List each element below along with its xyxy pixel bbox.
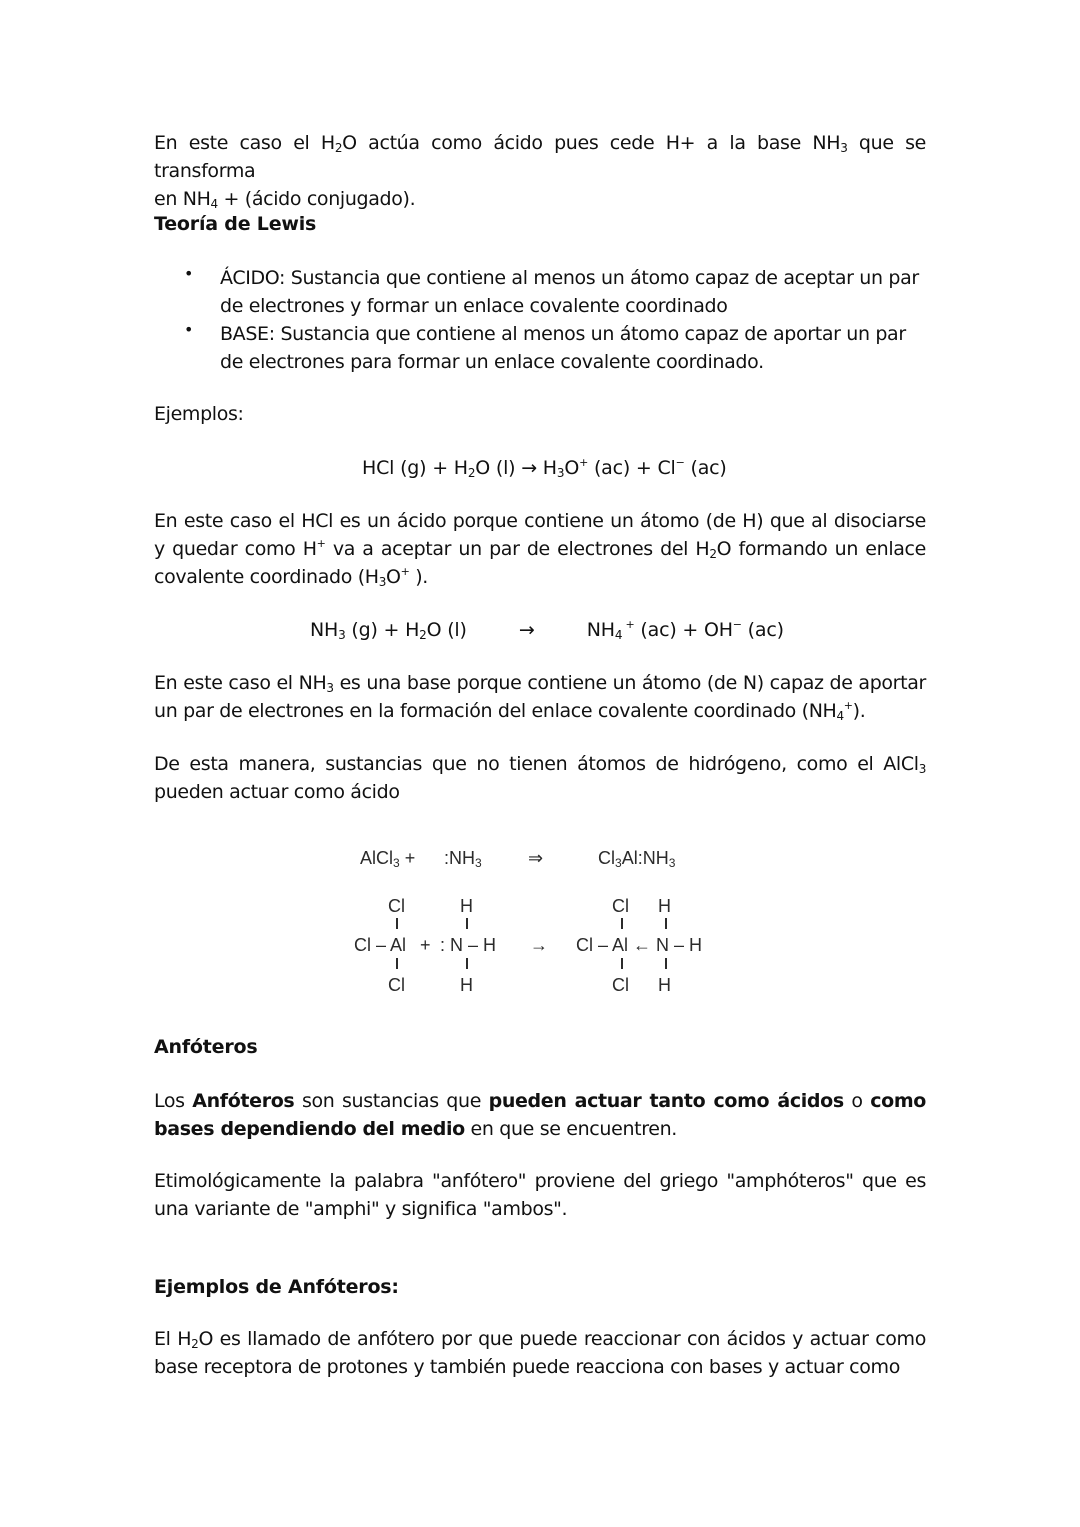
diagram-reactant-nh3: $:NH_3$: [444, 848, 482, 870]
diagram-product-cl-top: Cl: [612, 896, 629, 916]
equation-nh3: $NH_3$ $(g) + H_2O$ $(l) \to NH_4$ + (ac) + OH− (ac): [310, 618, 784, 642]
water-paragraph: El $H_2O$ es llamado de anfótero por que puede reaccionar con ácidos y actuar como base receptora de protones y también puede reacciona con bases y actuar como: [154, 1328, 926, 1378]
diagram-reactant-alcl3: AlCl$_3$ +: [360, 848, 416, 870]
bullet-base: [184, 320, 926, 376]
diagram-product: $Cl_3Al:NH_3$: [598, 848, 676, 870]
intro-paragraph: En este caso el $H_2O$ actúa como ácido pues cede H+ a la base $NH_3$ que se transforma en $NH_4$ + (ácido conjugado).: [154, 132, 926, 211]
lewis-heading: Teoría de Lewis: [154, 213, 317, 235]
diagram-h-top: H: [460, 896, 473, 916]
diagram-arrow-icon: →: [530, 935, 548, 955]
arrow-icon: →: [518, 619, 535, 641]
bond-line: [466, 918, 468, 929]
bullet-acid: [184, 264, 926, 320]
alcl3-explanation: De esta manera, sustancias que no tienen átomos de hidrógeno, como el AlCl$_3$ pueden actuar como ácido: [154, 753, 926, 803]
anfoteros-examples-heading: Ejemplos de Anfóteros:: [154, 1276, 399, 1298]
diagram-product-h-bottom: H: [658, 975, 671, 995]
diagram-product-row: Cl – Al ← N – H: [576, 935, 703, 955]
diagram-product-h-top: H: [658, 896, 671, 916]
examples-label: Ejemplos:: [154, 403, 244, 425]
diagram-n-row: : N – H: [440, 935, 497, 955]
bond-line: [621, 918, 623, 929]
diagram-plus: +: [420, 935, 431, 955]
bond-line: [466, 958, 468, 969]
bullet-icon: •: [184, 264, 194, 283]
diagram-cl-top: Cl: [388, 896, 405, 916]
diagram-cl-bottom: Cl: [388, 975, 405, 995]
bond-line: [396, 918, 398, 929]
nh3-explanation: En este caso el $NH_3$ es una base porque contiene un átomo (de N) capaz de aportar un par de electrones en la formación del enlace covalente coordinado $(NH_4^+)$.: [154, 672, 926, 723]
equation-hcl: HCl $(g) + H_2O$ $(l) \to H_3O^+$ (ac) + Cl− (ac): [362, 456, 727, 480]
bond-line: [621, 958, 623, 969]
bullet-acid-text: ÁCIDO: Sustancia que contiene al menos un átomo capaz de aceptar un par de electrones y formar un enlace covalente coordinado: [220, 267, 919, 317]
lewis-structure-diagram: [340, 838, 720, 1008]
bond-line: [665, 918, 667, 929]
diagram-cl-al: Cl – Al: [354, 935, 407, 955]
diagram-h-bottom: H: [460, 975, 473, 995]
diagram-double-arrow-icon: ⇒: [528, 848, 544, 868]
bullet-icon: •: [184, 320, 194, 339]
anfoteros-heading: Anfóteros: [154, 1036, 258, 1058]
etymology-paragraph: Etimológicamente la palabra "anfótero" proviene del griego "amphóteros" que es una variante de "amphi" y significa "ambos".: [154, 1170, 926, 1220]
bond-line: [396, 958, 398, 969]
diagram-product-cl-bottom: Cl: [612, 975, 629, 995]
anfoteros-definition: Los Anfóteros son sustancias que pueden actuar tanto como ácidos o como bases dependiendo del medio en que se encuentren.: [154, 1090, 926, 1140]
hcl-explanation: En este caso el HCl es un ácido porque contiene un átomo (de H) que al disociarse y quedar como H+ va a aceptar un par de electrones del $H_2O$ formando un enlace covalente coordinado ($H_3O^+$ ).: [154, 510, 926, 589]
bond-line: [665, 958, 667, 969]
bullet-base-text: BASE: Sustancia que contiene al menos un átomo capaz de aportar un par de electrones para formar un enlace covalente coordinado.: [220, 323, 906, 373]
